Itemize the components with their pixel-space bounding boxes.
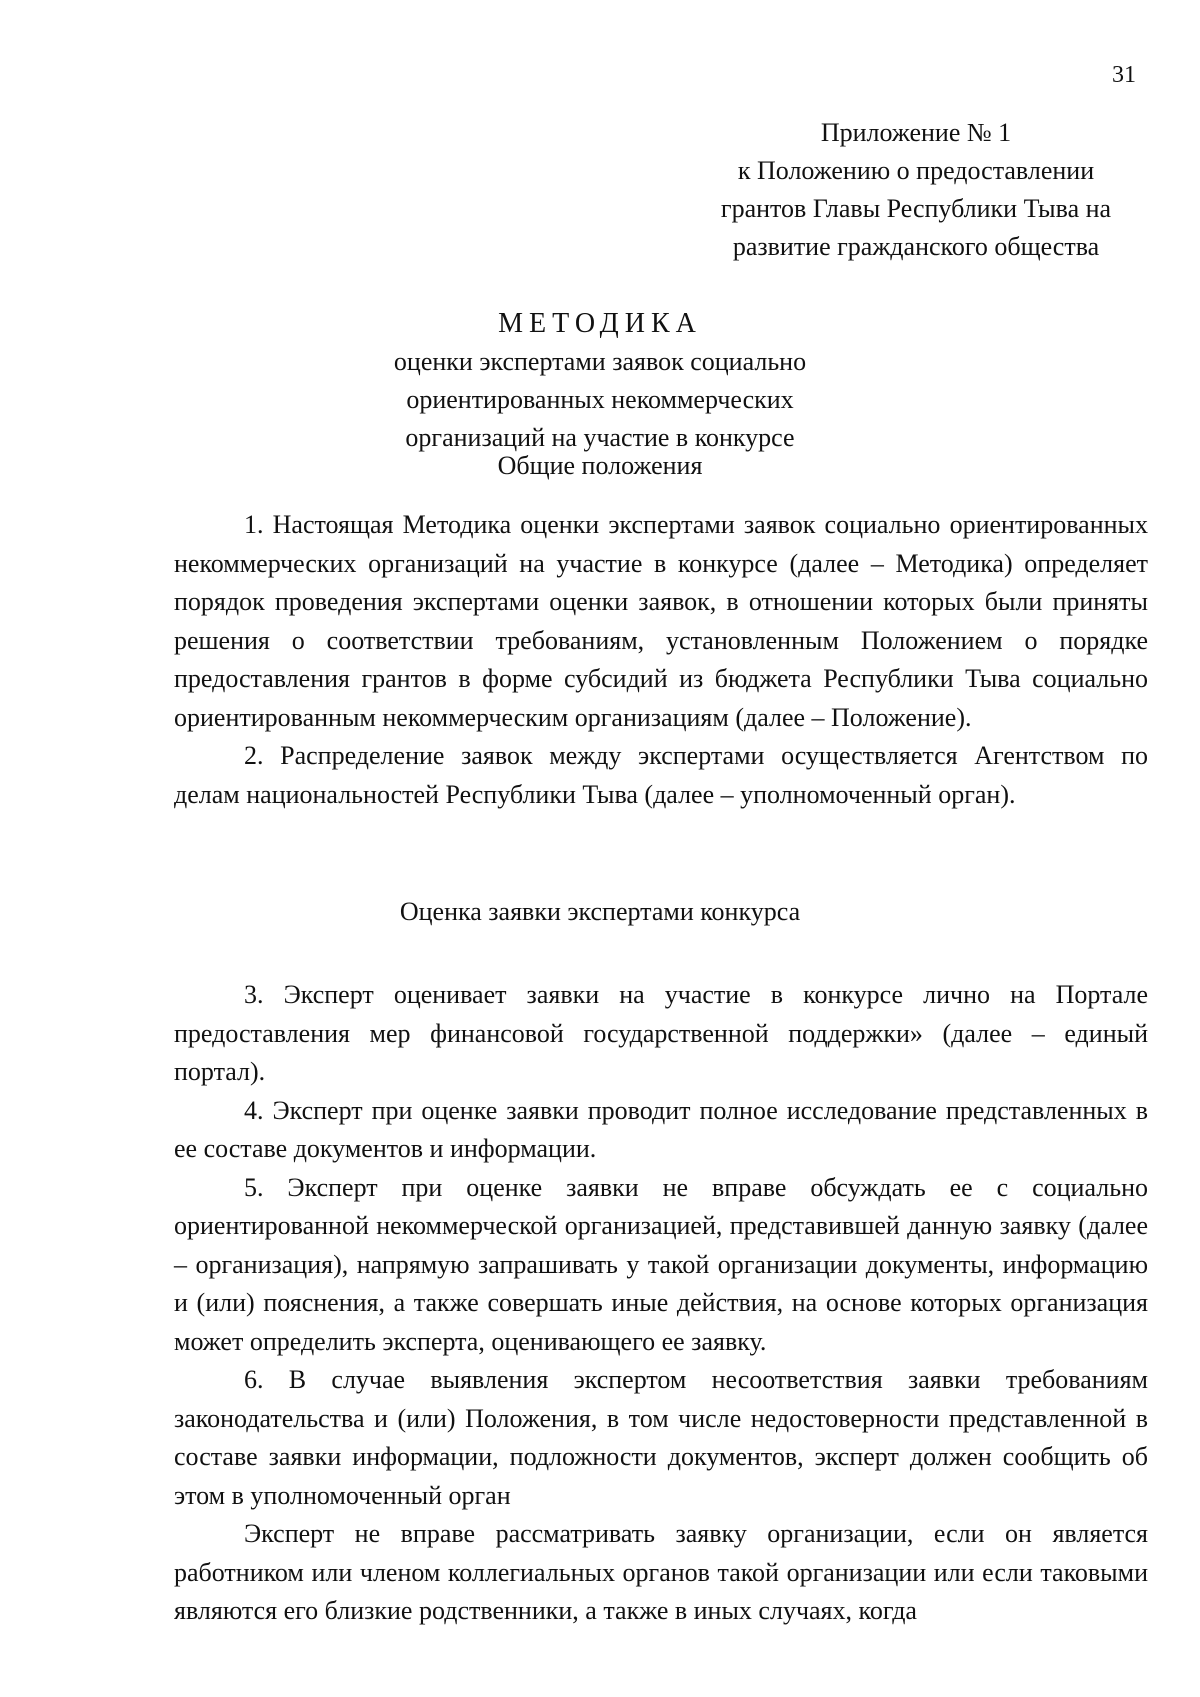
document-subtitle-line: ориентированных некоммерческих — [406, 385, 794, 414]
paragraph: 1. Настоящая Методика оценки экспертами заявок социально ориентированных некоммерческих организаций на участие в конкурсе (далее – Методика) определяет порядок проведения экспертами оценки заявок, в отношении которых были приняты решения о соответствии требованиям, установленным Положением о порядке предоставления грантов в форме субсидий из бюджета Республики Тыва социально ориентированным некоммерческим организациям (далее – Положение). — [174, 510, 1148, 732]
section-heading-general: Общие положения — [497, 451, 703, 480]
section-body-evaluation — [174, 976, 1148, 1631]
annex-reference — [686, 114, 1146, 266]
annex-line: развитие гражданского общества — [732, 232, 1100, 261]
paragraph: 3. Эксперт оценивает заявки на участие в конкурсе лично на Портале предоставления мер финансовой государственной поддержки» (далее – единый портал). — [174, 980, 1148, 1086]
paragraph: 4. Эксперт при оценке заявки проводит полное исследование представленных в ее составе документов и информации. — [174, 1095, 1148, 1163]
page-number: 31 — [1112, 62, 1136, 88]
annex-line: грантов Главы Республики Тыва на — [720, 194, 1112, 223]
annex-line: к Положению о предоставлении — [737, 156, 1095, 185]
document-subtitle-line: оценки экспертами заявок социально — [393, 347, 807, 376]
paragraph: 6. В случае выявления экспертом несоответствия заявки требованиям законодательства и (или) Положения, в том числе недостоверности представленной в составе заявки информации, подложности документов, эксперт должен сообщить об этом в уполномоченный орган — [174, 1365, 1148, 1510]
document-subtitle-line: организаций на участие в конкурсе — [405, 423, 795, 452]
section-body-general — [174, 506, 1148, 814]
paragraph: Эксперт не вправе рассматривать заявку организации, если он является работником или членом коллегиальных органов такой организации или если таковыми являются его близкие родственники, а также в иных случаях, когда — [174, 1519, 1148, 1625]
paragraph: 2. Распределение заявок между экспертами осуществляется Агентством по делам национальностей Республики Тыва (далее – уполномоченный орган). — [174, 741, 1148, 809]
document-title: МЕТОДИКА — [498, 308, 702, 339]
section-heading-evaluation: Оценка заявки экспертами конкурса — [399, 897, 801, 926]
annex-line: Приложение № 1 — [820, 118, 1012, 147]
document-title-block — [0, 305, 1200, 457]
paragraph: 5. Эксперт при оценке заявки не вправе обсуждать ее с социально ориентированной некоммерческой организацией, представившей данную заявку (далее – организация), напрямую запрашивать у такой организации документы, информацию и (или) пояснения, а также совершать иные действия, на основе которых организация может определить эксперта, оценивающего ее заявку. — [174, 1172, 1148, 1356]
